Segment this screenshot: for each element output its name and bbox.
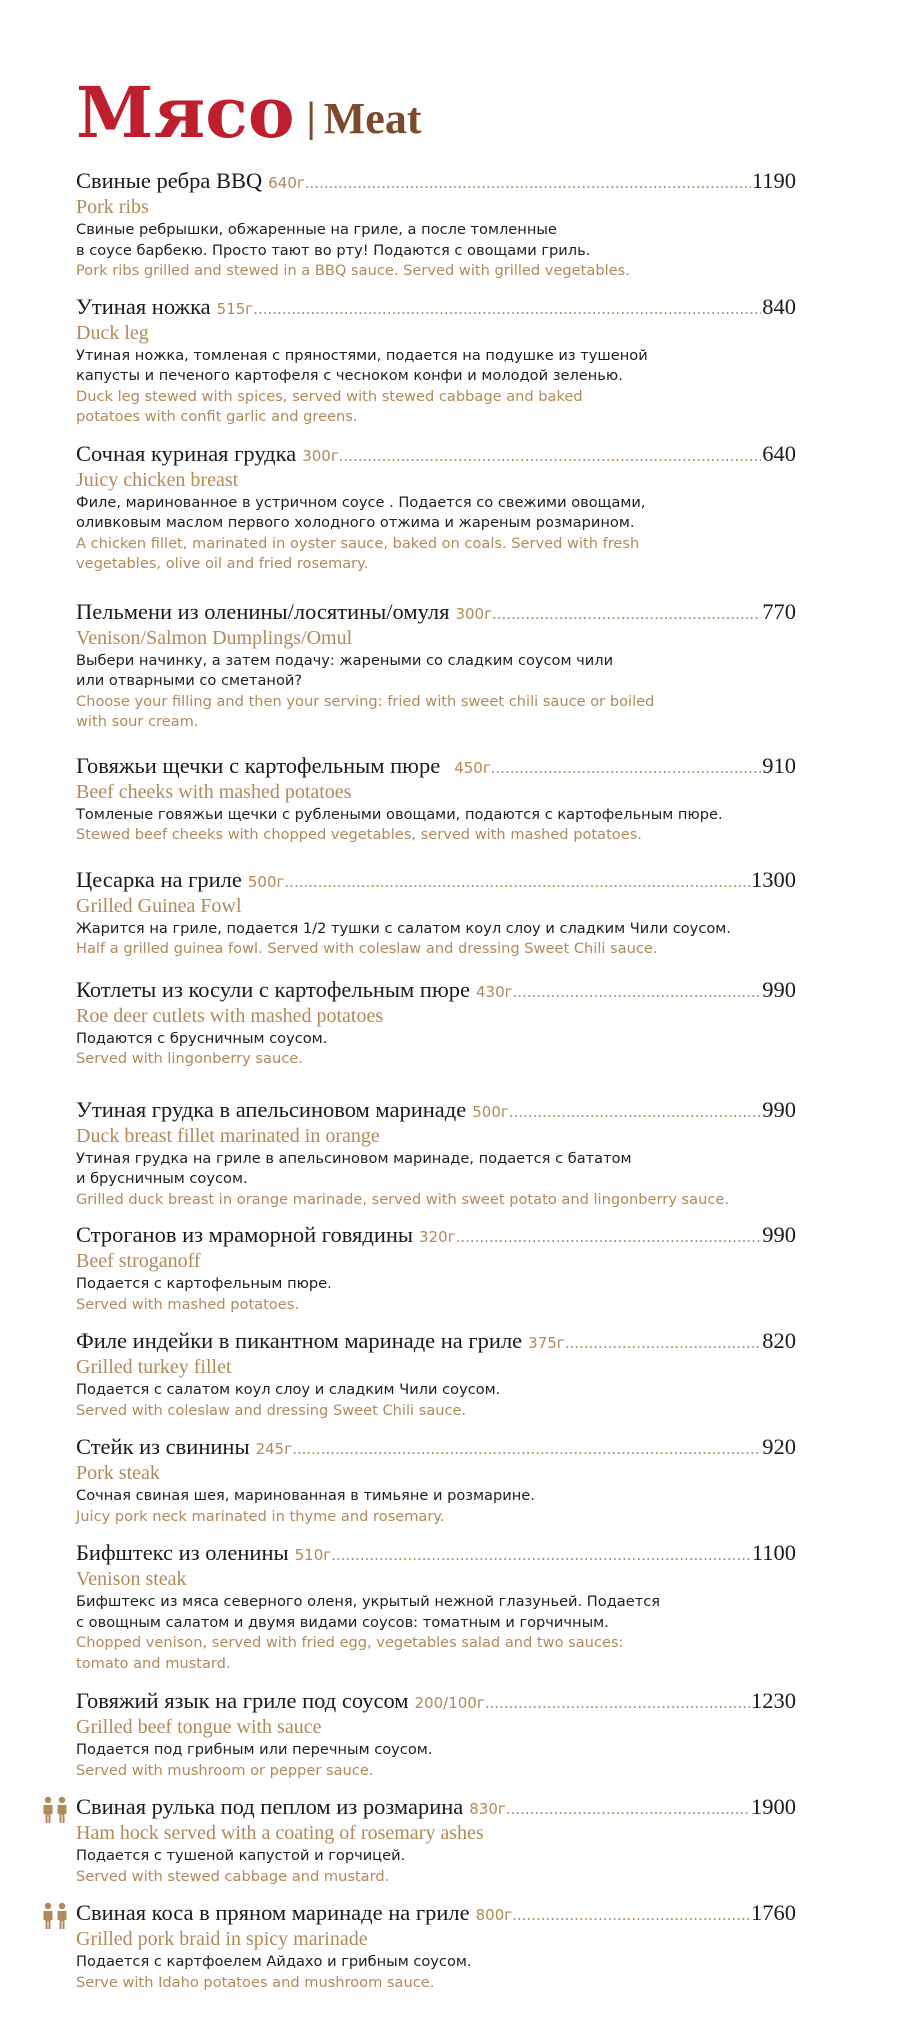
item-name-en: Grilled pork braid in spicy marinade: [76, 1928, 368, 1950]
item-name-ru: Утиная грудка в апельсиновом маринаде: [76, 1096, 467, 1122]
item-title-row: [76, 1540, 796, 1567]
item-description-en: [76, 1190, 796, 1211]
item-description-en: [76, 1507, 796, 1528]
section-title-en: Meat: [323, 94, 422, 143]
menu-item-beef-cheeks: [76, 753, 796, 846]
description-line: tomato and mustard.: [76, 1654, 231, 1672]
description-line: Half a grilled guinea fowl. Served with coleslaw and dressing Sweet Chili sauce.: [76, 940, 658, 957]
menu-item-pork-braid: [76, 1900, 796, 1993]
description-line: Served with stewed cabbage and mustard.: [76, 1867, 390, 1885]
description-line: vegetables, olive oil and fried rosemary.: [76, 555, 369, 572]
dot-leader: [512, 1906, 750, 1924]
item-name-en: Venison/Salmon Dumplings/Omul: [76, 626, 353, 649]
menu-item-pork-steak: [76, 1434, 796, 1527]
menu-item-pork-ribs: [76, 168, 796, 282]
description-line: Томленые говяжьи щечки с рублеными овощами, подаются с картофельным пюре.: [76, 805, 723, 823]
item-name-ru: Свиная коса в пряном маринаде на гриле: [76, 1900, 470, 1925]
dot-leader: [284, 873, 750, 891]
description-line: капусты и печеного картофеля с чесноком конфи и молодой зеленью.: [76, 367, 623, 384]
item-weight: 430г: [476, 982, 513, 1001]
item-name-en: Roe deer cutlets with mashed potatoes: [76, 1004, 384, 1027]
item-description-ru: [76, 1952, 796, 1973]
item-title-row: [76, 168, 796, 195]
description-line: оливковым маслом первого холодного отжима и жареным розмарином.: [76, 514, 635, 531]
menu-item-chicken-breast: [76, 441, 796, 575]
dot-leader: [339, 447, 762, 465]
item-title-row: [76, 441, 796, 468]
item-name-ru: Свиная рулька под пеплом из розмарина: [76, 1794, 464, 1819]
item-name-ru: Говяжий язык на гриле под соусом: [76, 1688, 409, 1713]
sharing-for-two-icon: [41, 1796, 69, 1824]
item-description-en: [76, 1049, 796, 1070]
item-description-en: [76, 1867, 796, 1888]
item-description-ru: [76, 1486, 796, 1507]
item-description-en: [76, 1761, 796, 1782]
menu-item-ham-hock: [76, 1794, 796, 1887]
description-line: Stewed beef cheeks with chopped vegetables, served with mashed potatoes.: [76, 826, 642, 843]
item-description-en: [76, 1401, 796, 1422]
item-description-en: [76, 387, 796, 428]
dot-leader: [456, 1228, 762, 1246]
item-name-ru: Свиные ребра BBQ: [76, 168, 263, 193]
item-title-row: [76, 1688, 796, 1715]
item-price: 1760: [751, 1900, 796, 1925]
item-name-en: Beef cheeks with mashed potatoes: [76, 780, 352, 803]
item-price: 920: [762, 1434, 796, 1459]
description-line: Served with mashed potatoes.: [76, 1295, 299, 1313]
item-name-en: Juicy chicken breast: [76, 468, 239, 491]
description-line: Утиная грудка на гриле в апельсиновом маринаде, подается с бататом: [76, 1149, 632, 1167]
item-weight: 500г: [472, 1102, 509, 1121]
description-line: с овощным салатом и двумя видами соусов: томатным и горчичным.: [76, 1613, 609, 1631]
dot-leader: [565, 1334, 762, 1352]
item-price: 820: [762, 1328, 796, 1353]
item-price: 1100: [751, 1540, 796, 1565]
item-title-row: [76, 753, 796, 780]
description-line: или отварными со сметаной?: [76, 672, 303, 689]
item-weight: 375г: [528, 1334, 565, 1352]
item-name-en: Grilled Guinea Fowl: [76, 894, 242, 917]
description-line: Подается с картофельным пюре.: [76, 1275, 332, 1292]
item-description-ru: [76, 1380, 796, 1401]
item-weight: 640г: [268, 174, 305, 192]
item-title-row: [76, 1434, 796, 1461]
item-price: 1190: [751, 168, 796, 193]
dot-leader: [506, 1800, 750, 1818]
item-name-ru: Бифштекс из оленины: [76, 1540, 289, 1565]
item-description-ru: [76, 919, 796, 940]
description-line: в соусе барбекю. Просто тают во рту! Подаются с овощами гриль.: [76, 241, 591, 259]
dot-leader: [305, 174, 751, 192]
item-weight: 200/100г: [414, 1694, 485, 1712]
menu-item-dumplings: [76, 599, 796, 733]
item-name-en: Grilled beef tongue with sauce: [76, 1716, 322, 1738]
item-weight: 300г: [455, 604, 492, 623]
menu-item-beef-tongue: [76, 1688, 796, 1781]
description-line: Сочная свиная шея, маринованная в тимьяне и розмарине.: [76, 1487, 535, 1504]
item-name-en: Pork steak: [76, 1462, 160, 1484]
item-description-ru: [76, 1029, 796, 1050]
item-weight: 830г: [469, 1800, 506, 1818]
dot-leader: [509, 1103, 762, 1121]
description-line: Choose your filling and then your serving: fried with sweet chili sauce or boiled: [76, 692, 655, 710]
item-description-ru: [76, 1149, 796, 1190]
dot-leader: [253, 300, 761, 318]
menu-item-roe-deer-cutlets: [76, 977, 796, 1070]
item-price: 990: [762, 1222, 796, 1247]
menu-item-duck-leg: [76, 294, 796, 428]
item-name-ru: Говяжьи щечки с картофельным пюре: [76, 752, 441, 778]
item-name-ru: Стейк из свинины: [76, 1434, 250, 1459]
item-title-row: [76, 1328, 796, 1355]
item-description-ru: [76, 220, 796, 261]
item-description-en: [76, 692, 796, 733]
item-description-ru: [76, 1274, 796, 1295]
item-description-ru: [76, 1740, 796, 1761]
item-title-row: [76, 867, 796, 894]
description-line: Pork ribs grilled and stewed in a BBQ sauce. Served with grilled vegetables.: [76, 262, 630, 279]
item-description-en: [76, 1633, 796, 1674]
item-title-row: [76, 294, 796, 321]
description-line: Grilled duck breast in orange marinade, served with sweet potato and lingonberry sauce.: [76, 1190, 729, 1208]
item-name-en: Duck breast fillet marinated in orange: [76, 1124, 380, 1147]
description-line: potatoes with confit garlic and greens.: [76, 408, 358, 425]
item-weight: 500г: [247, 872, 285, 891]
item-price: 990: [762, 976, 796, 1002]
item-name-en: Duck leg: [76, 321, 149, 344]
description-line: Duck leg stewed with spices, served with stewed cabbage and baked: [76, 387, 583, 405]
dot-leader: [492, 605, 761, 623]
item-weight: 515г: [216, 299, 254, 318]
item-weight: 245г: [255, 1440, 293, 1458]
menu-item-venison-steak: [76, 1540, 796, 1674]
item-name-ru: Филе индейки в пикантном маринаде на гриле: [76, 1328, 523, 1353]
item-description-en: [76, 825, 796, 846]
menu-item-guinea-fowl: [76, 867, 796, 960]
item-title-row: [76, 1900, 796, 1927]
item-description-en: [76, 1295, 796, 1316]
dot-leader: [513, 983, 762, 1001]
item-price: 770: [762, 598, 796, 624]
item-title-row: [76, 599, 796, 626]
description-line: Подается с картфоелем Айдахо и грибным соусом.: [76, 1953, 472, 1970]
item-description-en: [76, 534, 796, 575]
item-price: 840: [762, 293, 796, 319]
item-price: 1300: [751, 866, 796, 892]
item-price: 640: [762, 440, 796, 466]
menu-item-turkey-fillet: [76, 1328, 796, 1421]
item-weight: 450г: [454, 758, 491, 777]
item-title-row: [76, 1794, 796, 1821]
description-line: Served with lingonberry sauce.: [76, 1050, 303, 1067]
description-line: Филе, маринованное в устричном соусе . Подается со свежими овощами,: [76, 493, 646, 511]
item-price: 910: [762, 752, 796, 778]
menu-item-beef-stroganoff: [76, 1222, 796, 1315]
item-name-en: Pork ribs: [76, 196, 149, 218]
item-description-ru: [76, 1592, 796, 1633]
item-description-ru: [76, 346, 796, 387]
section-title-ru: Мясо: [76, 71, 295, 154]
dot-leader: [331, 1546, 751, 1564]
item-description-ru: [76, 805, 796, 826]
item-weight: 800г: [475, 1906, 513, 1924]
description-line: Juicy pork neck marinated in thyme and rosemary.: [76, 1507, 445, 1525]
item-name-en: Grilled turkey fillet: [76, 1356, 232, 1378]
item-price: 1900: [751, 1794, 796, 1819]
dot-leader: [292, 1440, 761, 1458]
item-name-ru: Пельмени из оленины/лосятины/омуля: [76, 598, 450, 624]
item-description-en: [76, 939, 796, 960]
item-name-ru: Цесарка на гриле: [76, 866, 242, 892]
description-line: Подается с салатом коул слоу и сладким Чили соусом.: [76, 1381, 501, 1398]
item-weight: 300г: [302, 446, 339, 465]
item-description-ru: [76, 651, 796, 692]
description-line: Serve with Idaho potatoes and mushroom sauce.: [76, 1973, 435, 1991]
item-description-en: [76, 1973, 796, 1994]
item-description-ru: [76, 493, 796, 534]
item-weight: 510г: [294, 1546, 332, 1564]
item-price: 1230: [751, 1688, 796, 1713]
description-line: Served with mushroom or pepper sauce.: [76, 1761, 374, 1779]
menu-item-duck-breast: [76, 1097, 796, 1211]
item-name-en: Ham hock served with a coating of rosemary ashes: [76, 1822, 484, 1844]
description-line: with sour cream.: [76, 713, 199, 730]
description-line: Подаются с брусничным соусом.: [76, 1029, 328, 1047]
item-price: 990: [762, 1096, 796, 1122]
description-line: Chopped venison, served with fried egg, vegetables salad and two sauces:: [76, 1634, 624, 1651]
description-line: и брусничным соусом.: [76, 1170, 248, 1187]
description-line: Утиная ножка, томленая с пряностями, подается на подушке из тушеной: [76, 346, 648, 364]
item-description-ru: [76, 1846, 796, 1867]
item-title-row: [76, 1222, 796, 1249]
item-title-row: [76, 1097, 796, 1124]
title-separator: |: [306, 95, 316, 141]
description-line: Выбери начинку, а затем подачу: жареными со сладким соусом чили: [76, 651, 614, 669]
description-line: Бифштекс из мяса северного оленя, укрытый нежной глазуньей. Подается: [76, 1593, 661, 1610]
description-line: Свиные ребрышки, обжаренные на гриле, а после томленные: [76, 221, 557, 238]
item-name-ru: Утиная ножка: [76, 293, 211, 319]
item-name-en: Beef stroganoff: [76, 1250, 201, 1272]
item-name-en: Venison steak: [76, 1568, 187, 1590]
dot-leader: [491, 759, 762, 777]
item-weight: 320г: [419, 1228, 456, 1246]
section-heading: [76, 71, 796, 154]
item-title-row: [76, 977, 796, 1004]
description-line: Подается под грибным или перечным соусом.: [76, 1741, 433, 1758]
dot-leader: [485, 1694, 750, 1712]
description-line: A chicken fillet, marinated in oyster sauce, baked on coals. Served with fresh: [76, 534, 640, 552]
item-name-ru: Строганов из мраморной говядины: [76, 1222, 414, 1247]
description-line: Served with coleslaw and dressing Sweet Chili sauce.: [76, 1401, 467, 1419]
item-description-en: [76, 261, 796, 282]
item-name-ru: Котлеты из косули с картофельным пюре: [76, 976, 470, 1002]
description-line: Жарится на гриле, подается 1/2 тушки с салатом коул слоу и сладким Чили соусом.: [76, 919, 731, 937]
description-line: Подается с тушеной капустой и горчицей.: [76, 1847, 406, 1864]
sharing-for-two-icon: [41, 1902, 69, 1930]
item-name-ru: Сочная куриная грудка: [76, 440, 297, 466]
